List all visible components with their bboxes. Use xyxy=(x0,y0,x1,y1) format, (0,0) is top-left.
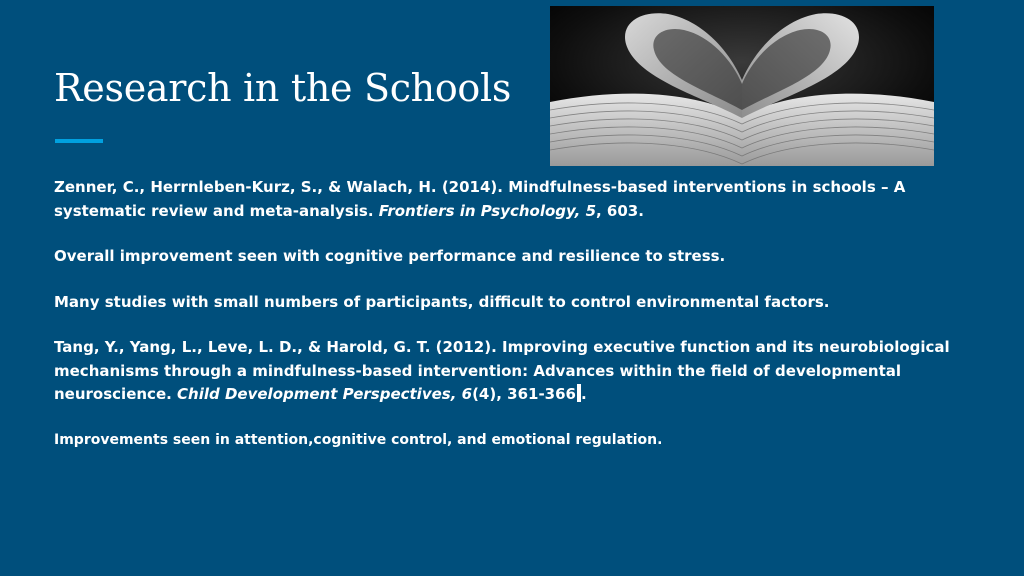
reference-zenner-pages: , 603. xyxy=(596,201,644,220)
reference-tang xyxy=(54,336,974,407)
book-heart-photo xyxy=(550,6,934,166)
reference-tang-text: Tang, Y., Yang, L., Leve, L. D., & Harold, G. T. (2012). Improving executive function and its neurobiological mechanisms through a mindfulness-based intervention: Advances within the field of developmental neuroscience. xyxy=(54,338,950,403)
reference-tang-pages: (4), 361-366 xyxy=(472,385,576,403)
reference-zenner-journal: Frontiers in Psychology, 5 xyxy=(378,201,597,220)
reference-tang-journal: Child Development Perspectives, 6 xyxy=(177,385,473,403)
finding-overall-improvement: Overall improvement seen with cognitive performance and resilience to stress. xyxy=(54,247,726,265)
reference-tang-period: . xyxy=(580,385,587,403)
reference-zenner xyxy=(54,176,974,223)
reference-zenner-text: Zenner, C., Herrnleben-Kurz, S., & Walach, H. (2014). Mindfulness-based interventions in schools – A systematic review and meta-analysis. xyxy=(54,178,906,220)
finding-limitations: Many studies with small numbers of participants, difficult to control environmental factors. xyxy=(54,292,830,311)
slide-body xyxy=(54,176,974,452)
title-accent-bar xyxy=(55,139,103,143)
finding-improvements: Improvements seen in attention,cognitive control, and emotional regulation. xyxy=(54,431,663,448)
slide-title: Research in the Schools xyxy=(54,66,512,110)
